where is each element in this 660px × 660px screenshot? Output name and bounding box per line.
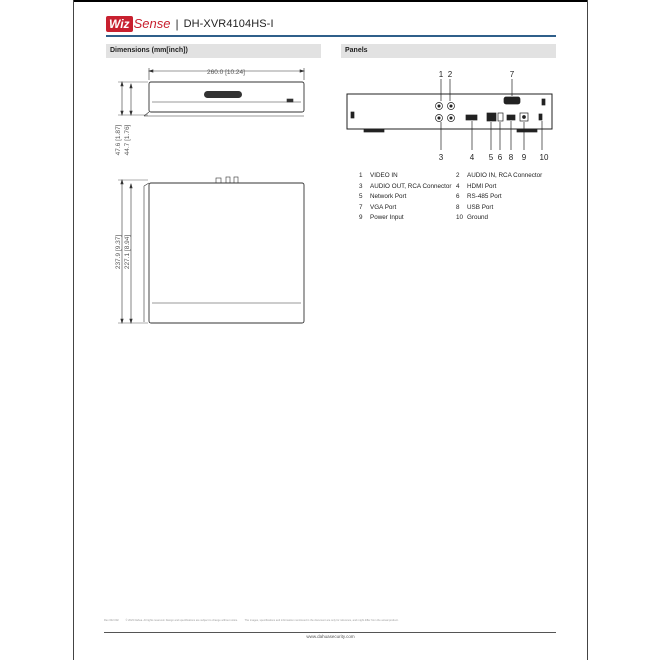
panels-section-title: Panels xyxy=(341,44,556,58)
legend-number: 2 xyxy=(456,172,460,179)
legend-row xyxy=(359,192,569,203)
legend-number: 9 xyxy=(359,214,363,221)
callout-10: 10 xyxy=(539,153,549,162)
legend-row xyxy=(359,182,569,193)
callout-7: 7 xyxy=(509,70,515,79)
legend-row xyxy=(359,203,569,214)
legend-number: 6 xyxy=(456,193,460,200)
callout-2: 2 xyxy=(447,70,453,79)
legend-label: Power Input xyxy=(370,214,404,221)
callout-8: 8 xyxy=(508,153,514,162)
callout-3: 3 xyxy=(438,153,444,162)
disclaimer-text: The images, specifications and information mentioned in the document are only for reference, and might differ from the actual product. xyxy=(244,619,399,622)
legend-number: 5 xyxy=(359,193,363,200)
depth-outer-label: 237.9 [9.37] xyxy=(115,234,122,270)
legend-number: 4 xyxy=(456,182,460,190)
legend-label: Ground xyxy=(467,214,489,221)
legend-row xyxy=(359,171,569,182)
legend-label: RS-485 Port xyxy=(467,193,502,200)
legend-number: 3 xyxy=(359,182,363,190)
callout-6: 6 xyxy=(497,153,503,162)
legend-number: 7 xyxy=(359,203,363,211)
callout-4: 4 xyxy=(469,153,475,162)
revision-label: Rev 002.002 xyxy=(104,619,119,622)
legend-number: 1 xyxy=(359,172,363,179)
legend-label: AUDIO IN, RCA Connector xyxy=(467,172,543,179)
legend-number: 8 xyxy=(456,203,460,211)
height-outer-label: 47.6 [1.87] xyxy=(115,124,122,156)
footer-url[interactable]: www.dahuasecurity.com xyxy=(306,634,355,639)
legend-label: USB Port xyxy=(467,203,494,211)
legend-label: VGA Port xyxy=(370,203,397,211)
datasheet-page xyxy=(73,0,588,660)
depth-inner-label: 227.1 [8.94] xyxy=(124,234,131,270)
logo-wiz: Wiz xyxy=(106,16,133,32)
legend-label: AUDIO OUT, RCA Connector xyxy=(370,182,452,190)
callout-5: 5 xyxy=(488,153,494,162)
model-title: DH-XVR4104HS-I xyxy=(183,18,274,30)
dimensions-section-title: Dimensions (mm[inch]) xyxy=(106,44,321,58)
dimensions-drawing xyxy=(104,60,324,335)
rear-panel-drawing xyxy=(339,62,564,167)
top-border xyxy=(74,0,587,2)
legend-row xyxy=(359,213,569,224)
height-inner-label: 44.7 [1.76] xyxy=(124,124,131,156)
logo-sense: Sense xyxy=(133,16,171,31)
copyright-text: © 2023 Dahua. All rights reserved. Design and specifications are subject to change without notice. xyxy=(125,619,238,622)
panel-legend xyxy=(359,171,569,224)
callout-1: 1 xyxy=(438,70,444,79)
legend-number: 10 xyxy=(456,214,464,221)
legend-label: VIDEO IN xyxy=(370,172,398,179)
width-dimension-label: 260.0 [10.24] xyxy=(207,69,245,76)
title-separator: | xyxy=(175,17,179,31)
brand-logo xyxy=(106,16,274,32)
footer-fine-print xyxy=(104,619,404,622)
legend-label: HDMI Port xyxy=(467,182,497,190)
header-rule xyxy=(106,35,556,37)
callout-9: 9 xyxy=(521,153,527,162)
legend-label: Network Port xyxy=(370,193,407,200)
footer-rule xyxy=(104,632,556,633)
